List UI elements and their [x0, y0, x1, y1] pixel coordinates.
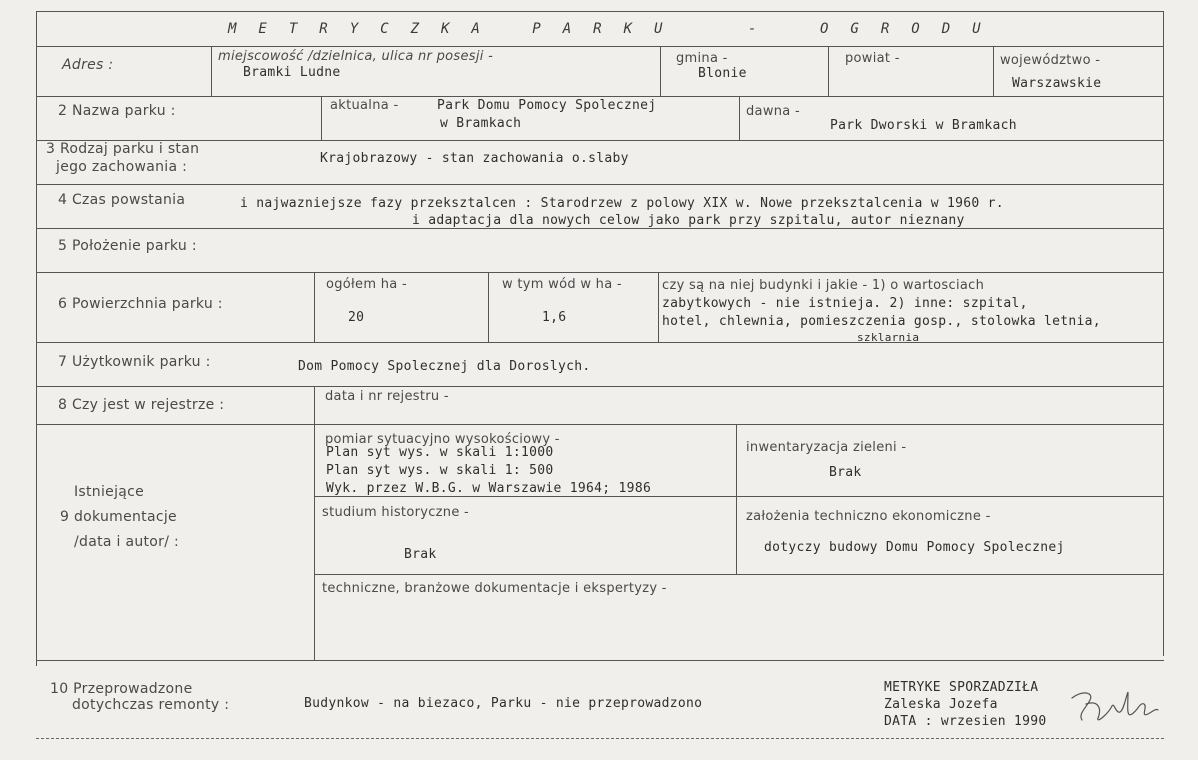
divider — [36, 140, 1164, 141]
park-type-label-1: 3 Rodzaj parku i stan — [46, 141, 200, 157]
card-title-dash: - — [748, 21, 757, 37]
divider-v — [314, 424, 315, 660]
area-label: 6 Powierzchnia parku : — [58, 296, 223, 312]
voivodeship-value: Warszawskie — [1012, 76, 1102, 91]
divider-v — [314, 272, 315, 342]
divider — [314, 496, 1164, 497]
buildings-line-3: hotel, chlewnia, pomieszczenia gosp., stolowka letnia, — [662, 314, 1101, 329]
docs-label-1: Istniejące — [74, 484, 145, 500]
gmina-header: gmina - — [676, 51, 728, 66]
divider-v — [211, 46, 212, 96]
divider — [36, 184, 1164, 185]
user-label: 7 Użytkownik parku : — [58, 354, 211, 370]
divider-v — [828, 46, 829, 96]
divider — [314, 574, 1164, 575]
survey-line-1: Plan syt wys. w skali 1:1000 — [326, 445, 554, 460]
register-label: 8 Czy jest w rejestrze : — [58, 397, 225, 413]
divider-v — [739, 96, 740, 140]
user-value: Dom Pomocy Spolecznej dla Doroslych. — [298, 359, 591, 374]
voivodeship-header: województwo - — [1000, 53, 1101, 68]
card-title-right: OGRODU — [820, 21, 1003, 37]
origin-line-2: i adaptacja dla nowych celow jako park przy szpitalu, autor nieznany — [412, 213, 965, 228]
bottom-dashed-line — [36, 738, 1164, 739]
divider — [36, 228, 1164, 229]
history-header: studium historyczne - — [322, 505, 470, 520]
tech-econ-header: założenia techniczno ekonomiczne - — [746, 509, 991, 524]
area-total-value: 20 — [348, 310, 365, 325]
divider-v — [993, 46, 994, 96]
address-value: Bramki Ludne — [243, 65, 341, 80]
divider — [36, 660, 1164, 661]
location-label: 5 Położenie parku : — [58, 238, 197, 254]
current-name-header: aktualna - — [330, 98, 399, 113]
area-total-header: ogółem ha - — [326, 277, 407, 292]
divider — [36, 424, 1164, 425]
divider — [36, 342, 1164, 343]
divider-v — [660, 46, 661, 96]
park-type-value: Krajobrazowy - stan zachowania o.slaby — [320, 151, 629, 166]
divider — [36, 96, 1164, 97]
preparer-name: Zaleska Jozefa — [884, 697, 998, 712]
divider-v — [736, 424, 737, 574]
divider — [36, 272, 1164, 273]
survey-line-2: Plan syt wys. w skali 1: 500 — [326, 463, 554, 478]
greenery-value: Brak — [829, 465, 862, 480]
border-top — [36, 11, 1164, 12]
technical-docs-header: techniczne, branżowe dokumentacje i ekspertyzy - — [322, 581, 667, 596]
divider-v — [658, 272, 659, 342]
gmina-value: Blonie — [698, 66, 747, 81]
address-label: Adres : — [62, 57, 114, 73]
current-name-value-2: w Bramkach — [440, 116, 522, 131]
tech-econ-value: dotyczy budowy Domu Pomocy Spolecznej — [764, 540, 1065, 555]
repairs-label-2: dotychczas remonty : — [72, 697, 230, 713]
prepared-by-label: METRYKE SPORZADZIŁA — [884, 680, 1039, 695]
divider — [36, 386, 1164, 387]
card-title-left: METRYCZKA PARKU — [228, 21, 685, 37]
preparation-date: DATA : wrzesien 1990 — [884, 714, 1047, 729]
docs-label-3: /data i autor/ : — [74, 534, 179, 550]
divider-v — [321, 96, 322, 140]
former-name-header: dawna - — [746, 104, 800, 119]
area-water-value: 1,6 — [542, 310, 567, 325]
repairs-value: Budynkow - na biezaco, Parku - nie przeprowadzono — [304, 696, 703, 711]
former-name-value: Park Dworski w Bramkach — [830, 118, 1017, 133]
history-value: Brak — [404, 547, 437, 562]
buildings-line-4: szklarnia — [857, 331, 920, 344]
border-left — [36, 11, 37, 666]
divider-v — [488, 272, 489, 342]
park-type-label-2: jego zachowania : — [56, 159, 188, 175]
buildings-line-2: zabytkowych - nie istnieja. 2) inne: szpital, — [662, 296, 1028, 311]
buildings-line-1: czy są na niej budynki i jakie - 1) o wartosciach — [662, 278, 985, 293]
divider-v — [314, 386, 315, 424]
address-header: miejscowość /dzielnica, ulica nr posesji - — [218, 49, 494, 64]
border-right — [1163, 11, 1164, 656]
survey-line-3: Wyk. przez W.B.G. w Warszawie 1964; 1986 — [326, 481, 652, 496]
origin-line-1: i najwazniejsze fazy przeksztalcen : Starodrzew z polowy XIX w. Nowe przeksztalcenia w 1960 r. — [240, 196, 1004, 211]
survey-header: pomiar sytuacyjno wysokościowy - — [325, 432, 560, 447]
area-water-header: w tym wód w ha - — [502, 277, 622, 292]
register-value: data i nr rejestru - — [325, 389, 449, 404]
current-name-value-1: Park Domu Pomocy Spolecznej — [437, 98, 657, 113]
handwritten-signature — [1068, 684, 1160, 730]
park-name-label: 2 Nazwa parku : — [58, 103, 176, 119]
docs-label-2: 9 dokumentacje — [60, 509, 177, 525]
divider — [36, 46, 1164, 47]
repairs-label-1: 10 Przeprowadzone — [50, 681, 193, 697]
powiat-header: powiat - — [845, 51, 900, 66]
origin-label: 4 Czas powstania — [58, 192, 186, 208]
greenery-header: inwentaryzacja zieleni - — [746, 440, 907, 455]
